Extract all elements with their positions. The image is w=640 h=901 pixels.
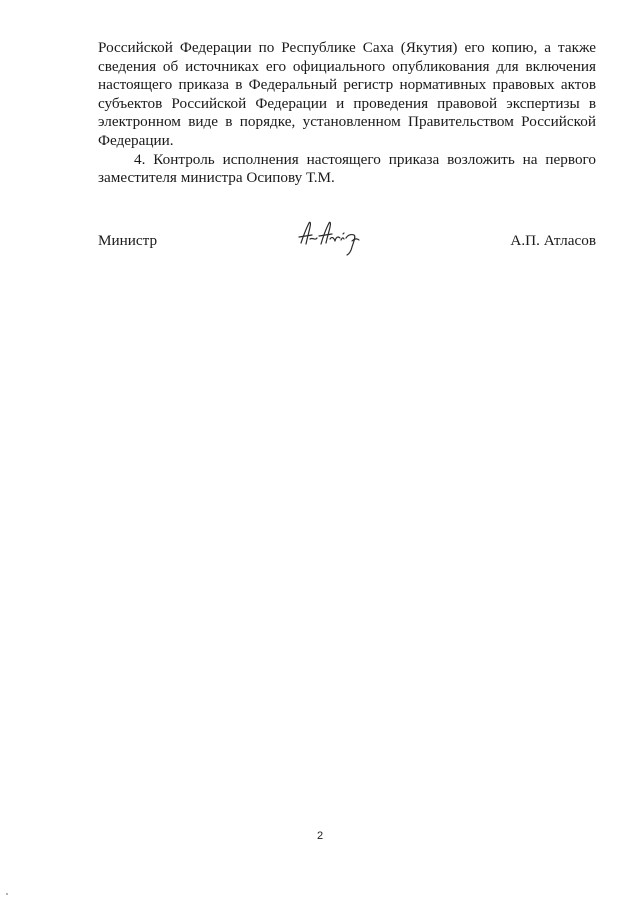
signature-block (98, 232, 596, 252)
signatory-role: Министр (98, 232, 158, 249)
document-body (98, 39, 596, 188)
scan-artifact (6, 893, 8, 895)
page-number: 2 (316, 830, 324, 842)
paragraph-4: 4. Контроль исполнения настоящего приказа возложить на первого заместителя министра Осипову Т.М. (98, 150, 596, 187)
handwritten-signature (297, 217, 367, 257)
paragraph-continuation: Российской Федерации по Республике Саха (Якутия) его копию, а также сведения об источниках его официального опубликования для включения настоящего приказа в Федеральный регистр нормативных правовых актов субъектов Российской Федерации и проведения правовой экспертизы в электронном виде в порядке, установленном Правительством Российской Федерации. (98, 39, 596, 149)
signatory-name: А.П. Атласов (510, 232, 596, 249)
